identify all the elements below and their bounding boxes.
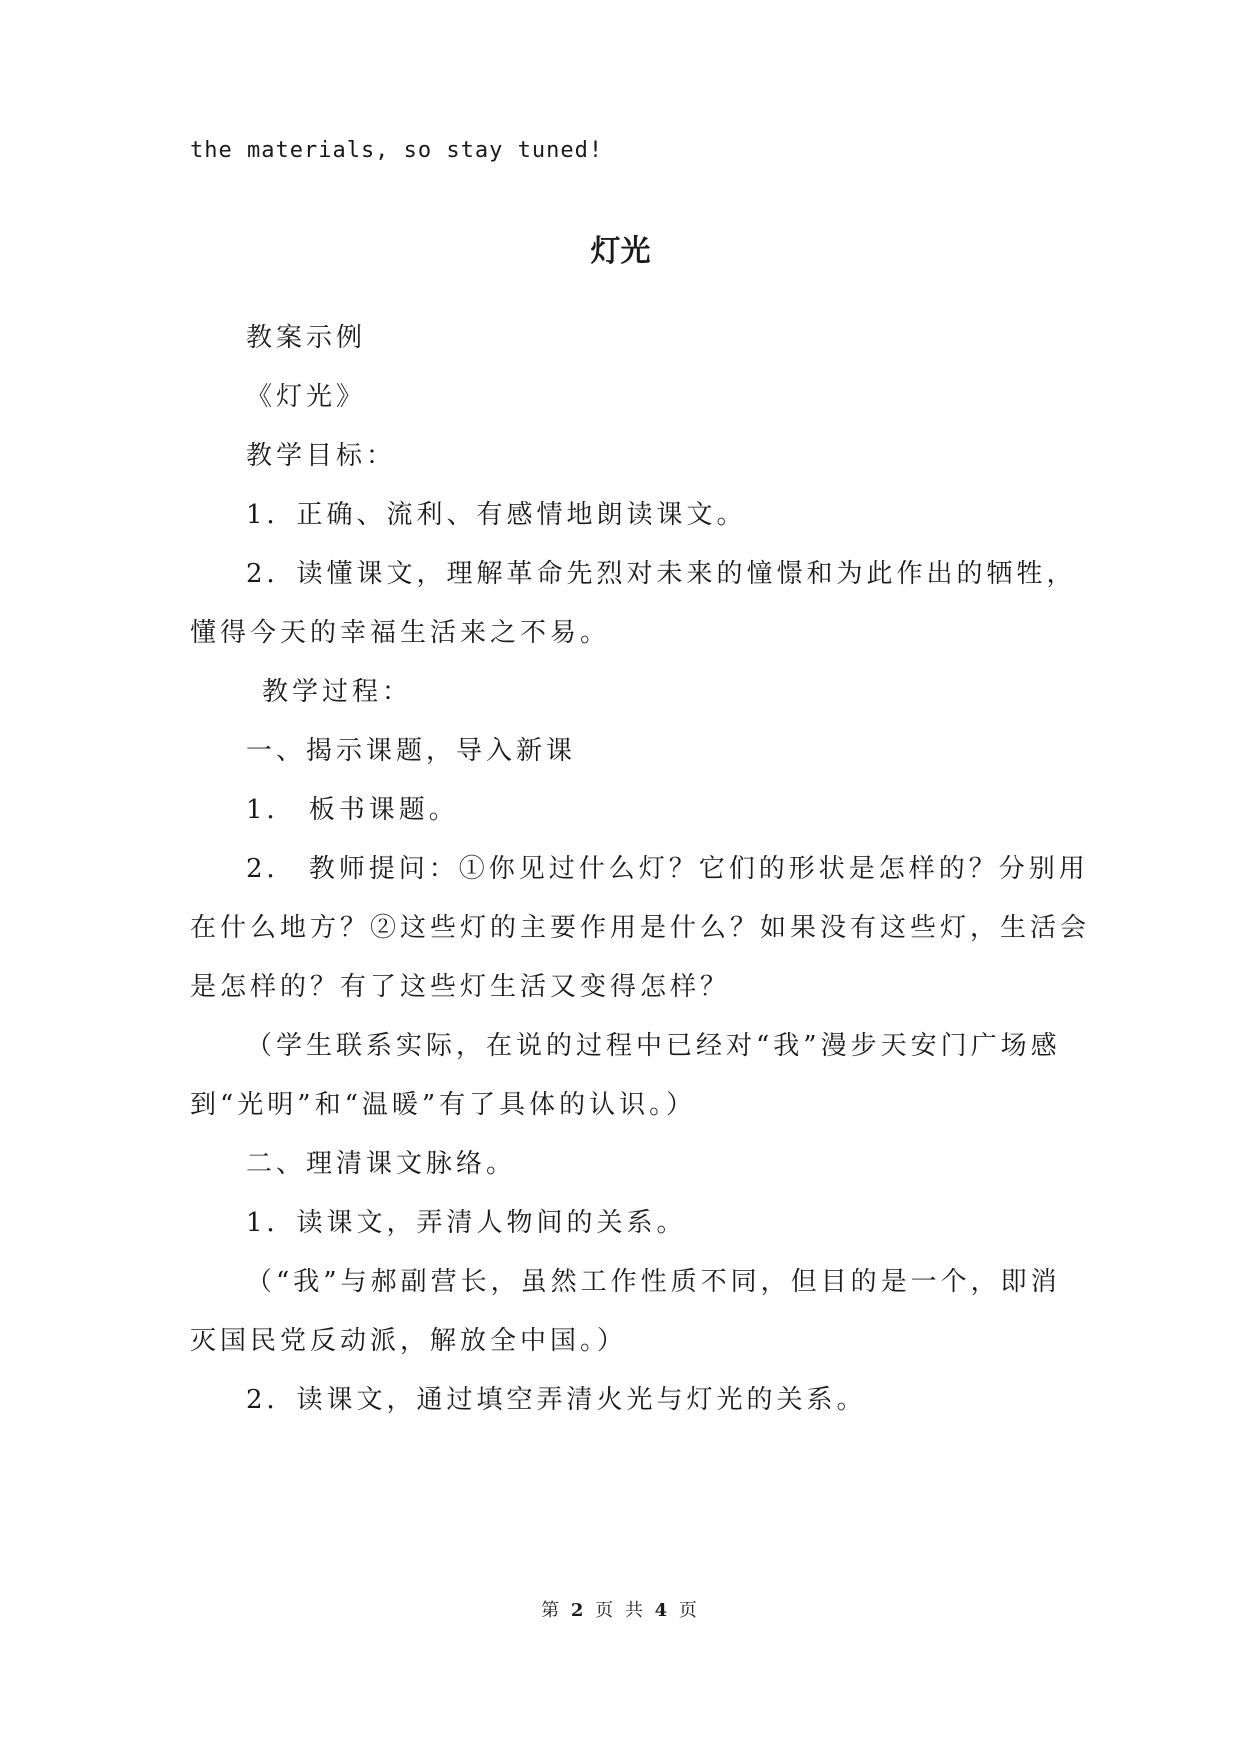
paragraph-lesson-name: 《灯光》 [246,382,367,412]
paragraph-section-2: 二、理清课文脉络。 [246,1149,517,1179]
paragraph-step-1: 1． 板书课题。 [246,795,459,825]
footer-total-pages: 4 [654,1600,671,1621]
paragraph-relation-note: （“我”与郝副营长，虽然工作性质不同，但目的是一个，即消 [246,1267,1061,1297]
continued-text-line: the materials, so stay tuned! [190,138,604,163]
paragraph-lesson-example: 教案示例 [246,323,367,353]
page-footer [0,1596,1241,1622]
page-title: 灯光 [590,234,651,269]
paragraph-goal-2-cont: 懂得今天的幸福生活来之不易。 [190,618,611,648]
paragraph-process-heading: 教学过程： [262,677,413,707]
footer-current-page: 2 [570,1600,587,1621]
paragraph-section-1: 一、揭示课题，导入新课 [246,736,577,766]
paragraph-step-2-cont-b: 是怎样的？有了这些灯生活又变得怎样？ [190,972,731,1002]
paragraph-step-2: 2． 教师提问：①你见过什么灯？它们的形状是怎样的？分别用 [246,854,1089,884]
paragraph-read-1: 1．读课文，弄清人物间的关系。 [246,1208,687,1238]
paragraph-read-2: 2．读课文，通过填空弄清火光与灯光的关系。 [246,1385,867,1415]
footer-prefix: 第 [541,1600,563,1621]
paragraph-goal-1: 1．正确、流利、有感情地朗读课文。 [246,500,747,530]
paragraph-goal-2: 2．读懂课文，理解革命先烈对未来的憧憬和为此作出的牺牲， [246,559,1077,589]
paragraph-student-note: （学生联系实际，在说的过程中已经对“我”漫步天安门广场感 [246,1031,1061,1061]
paragraph-goals-heading: 教学目标： [246,441,397,471]
paragraph-relation-note-cont: 灭国民党反动派，解放全中国。） [190,1326,628,1356]
footer-middle: 页 共 [595,1600,646,1621]
footer-suffix: 页 [678,1600,700,1621]
paragraph-student-note-cont: 到“光明”和“温暖”有了具体的认识。） [190,1090,697,1120]
paragraph-step-2-cont-a: 在什么地方？②这些灯的主要作用是什么？如果没有这些灯，生活会 [190,913,1091,943]
